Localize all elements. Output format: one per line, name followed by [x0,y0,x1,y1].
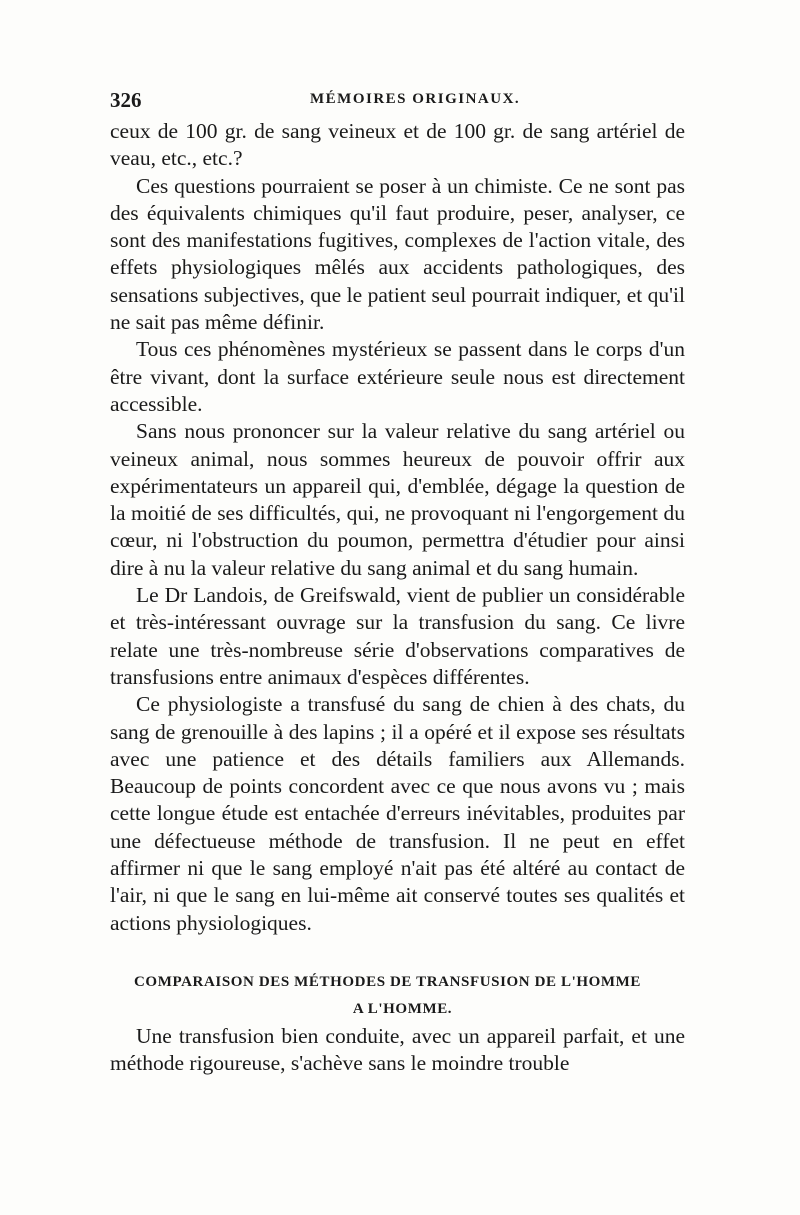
running-title: MÉMOIRES ORIGINAUX. [310,91,521,107]
section-heading-line-2: A L'HOMME. [352,1000,453,1017]
section-heading [110,969,685,1023]
paragraph: Ce physiologiste a transfusé du sang de chien à des chats, du sang de grenouille à des lapins ; il a opéré et il expose ses résultats avec une patience et des détails familiers aux Allemands. Beaucoup de points concordent avec ce que nous avons vu ; mais cette longue étude est entachée d'erreurs inévitables, produites par une défectueuse méthode de transfusion. Il ne peut en effet affirmer ni que le sang employé n'ait pas été altéré au contact de l'air, ni que le sang en lui-même ait conservé toutes ses qualités et actions physiologiques. [110,692,685,935]
section-heading-line-1: COMPARAISON DES MÉTHODES DE TRANSFUSION DE L'HOMME [134,973,641,990]
book-page [110,88,685,1078]
body-text [110,118,685,1078]
paragraph: Tous ces phénomènes mystérieux se passent dans le corps d'un être vivant, dont la surface extérieure seule nous est directement accessible. [110,337,685,416]
page-number: 326 [110,88,142,112]
paragraph: Ces questions pourraient se poser à un chimiste. Ce ne sont pas des équivalents chimiques qu'il faut produire, peser, analyser, ce sont des manifestations fugitives, complexes de l'action vitale, des effets physiologiques mêlés aux accidents pathologiques, des sensations subjectives, que le patient seul pourrait indiquer, et qu'il ne sait pas même définir. [110,173,685,335]
paragraph: Sans nous prononcer sur la valeur relative du sang artériel ou veineux animal, nous sommes heureux de pouvoir offrir aux expérimentateurs un appareil qui, d'emblée, dégage la question de la moitié de ses difficultés, qui, ne provoquant ni l'engorgement du cœur, ni l'obstruction du poumon, permettra d'étudier pour ainsi dire à nu la valeur relative du sang animal et du sang humain. [110,419,685,580]
running-head [110,88,685,118]
paragraph: Le Dr Landois, de Greifswald, vient de publier un considérable et très-intéressant ouvrage sur la transfusion du sang. Ce livre relate une très-nombreuse série d'observations comparatives de transfusions entre animaux d'espèces différentes. [110,583,685,689]
paragraph: Une transfusion bien conduite, avec un appareil parfait, et une méthode rigoureuse, s'achève sans le moindre trouble [110,1023,685,1076]
paragraph-continuation: ceux de 100 gr. de sang veineux et de 100 gr. de sang artériel de veau, etc., etc.? [110,119,685,171]
